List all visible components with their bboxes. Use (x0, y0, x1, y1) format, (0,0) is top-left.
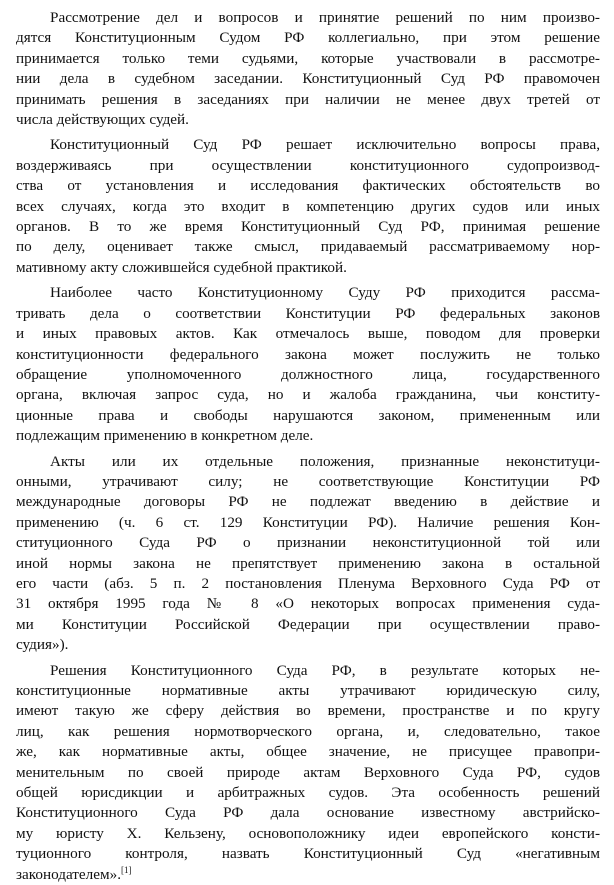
text-line: законодателем». (16, 865, 121, 883)
text-line: му юристу Х. Кельзену, основоположнику идеи европейского консти- (16, 824, 600, 842)
text-line: Решения Конституционного Суда РФ, в результате которых не- (50, 661, 600, 679)
footnote-reference: [1] (121, 864, 132, 875)
text-line: иной нормы закона не препятствует применению закона в остальной (16, 554, 600, 572)
text-line: Конституционного Суда РФ дала основание известному австрийско- (16, 804, 600, 822)
paragraph-4 (16, 452, 600, 656)
text-line: онными, утрачивают силу; не соответствующие Конституции РФ (16, 472, 600, 490)
text-line: менительным по своей природе актам Верховного Суда РФ, судов (16, 763, 600, 781)
text-line: Рассмотрение дел и вопросов и принятие решений по ним произво- (50, 9, 600, 26)
text-line: дятся Конституционным Судом РФ коллегиально, при этом решение (16, 29, 600, 47)
text-line: ми Конституции Российской Федерации при осуществлении право- (16, 615, 600, 633)
text-line: Наиболее часто Конституционному Суду РФ приходится рассма- (50, 284, 600, 302)
text-line: Акты или их отдельные положения, признанные неконституци- (50, 452, 600, 470)
text-line: конституционные нормативные акты утрачивают юридическую силу, (16, 682, 600, 699)
text-line: ституционного Суда РФ о признании неконституционной той или (16, 534, 600, 552)
text-line: имеют такую же сферу действия во времени, пространстве и по кругу (16, 702, 600, 720)
text-line: ства от установления и исследования фактических обстоятельств во (16, 177, 600, 195)
text-line: Конституционный Суд РФ решает исключительно вопросы права, (50, 136, 600, 154)
text-line: и иных правовых актов. Как отмечалось выше, поводом для проверки (16, 325, 600, 343)
text-line: принимается только теми судьями, которые участвовали в рассмотре- (16, 49, 600, 67)
paragraph-2 (16, 135, 600, 278)
text-line: по делу, оценивает также смысл, придаваемый рассматриваемому нор- (16, 238, 600, 256)
text-line: органов. В то же время Конституционный Суд РФ, принимая решение (16, 218, 600, 236)
text-line: подлежащим применению в конкретном деле. (16, 427, 314, 445)
text-line: 31 октября 1995 года № 8 «О некоторых вопросах применения суда- (16, 595, 600, 613)
text-line: же, как нормативные акты, общее значение, не присущее правопри- (16, 743, 600, 761)
text-line: ционные права и свободы нарушаются законом, примененным или (16, 406, 600, 424)
text-line: общей юрисдикции и арбитражных судов. Эта особенность решений (16, 784, 600, 802)
text-line: всех случаях, когда это входит в компетенцию других судов или иных (16, 197, 600, 215)
text-line-with-footnote (16, 865, 600, 885)
text-line: судия»). (16, 636, 69, 654)
text-line: тривать дела о соответствии Конституции РФ федеральных законов (16, 304, 600, 322)
text-line: обращение уполномоченного должностного лица, государственного (16, 365, 600, 383)
text-line: нии дела в судебном заседании. Конституционный Суд РФ правомочен (16, 70, 600, 88)
text-line: международные договоры РФ не подлежат введению в действие и (16, 493, 600, 511)
text-line: числа действующих судей. (16, 111, 189, 129)
text-line: лиц, как решения нормотворческого органа, и, следовательно, такое (16, 722, 600, 740)
paragraph-1 (16, 8, 600, 130)
text-line: принимать решения в заседаниях при наличии не менее двух третей от (16, 90, 600, 108)
text-line: конституционности федерального закона может послужить не только (16, 345, 600, 363)
text-line: мативному акту сложившейся судебной практикой. (16, 258, 347, 276)
text-line: воздерживаясь при осуществлении конституционного судопроизвод- (16, 156, 600, 174)
paragraph-5 (16, 661, 600, 885)
text-line: применению (ч. 6 ст. 129 Конституции РФ). Наличие решения Кон- (16, 513, 600, 531)
text-line: органа, включая запрос суда, но и жалоба гражданина, чьи конститу- (16, 386, 600, 404)
text-line: туционного контроля, назвать Конституционный Суд «негативным (16, 845, 600, 863)
paragraph-3 (16, 283, 600, 446)
text-line: его части (абз. 5 п. 2 постановления Пленума Верховного Суда РФ от (16, 574, 600, 592)
